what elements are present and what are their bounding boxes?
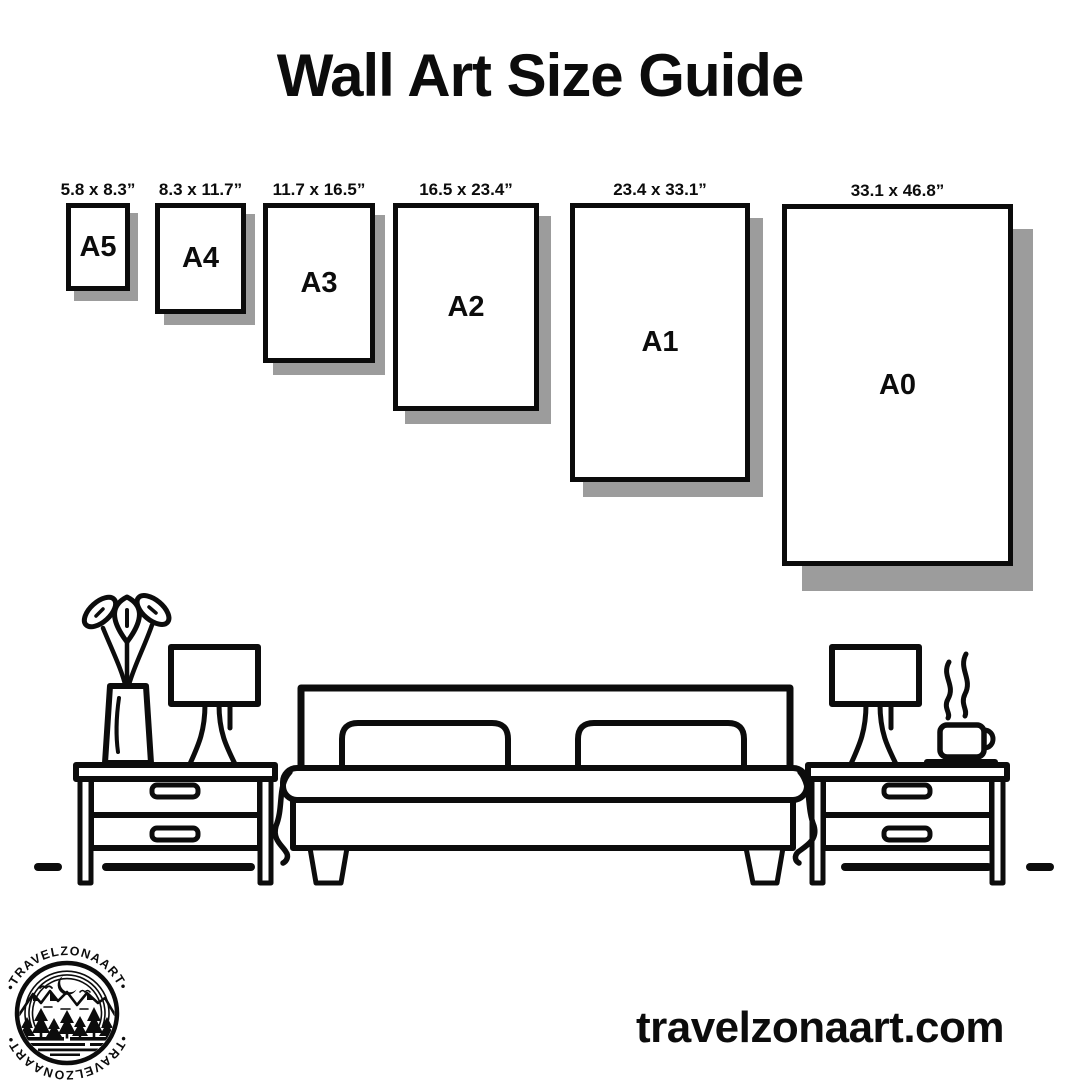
bedroom-scene-illustration	[0, 590, 1080, 900]
nightstand-right-top	[808, 765, 1007, 779]
table-lamp-left-icon	[171, 647, 258, 766]
drawer-handle	[152, 785, 198, 797]
frame-a5	[60, 180, 136, 291]
website-url: travelzonaart.com	[635, 1003, 1005, 1052]
frame-a2	[393, 180, 539, 411]
table-lamp-right-icon	[832, 647, 919, 766]
bed-leg-right	[746, 848, 783, 883]
page-title: Wall Art Size Guide	[276, 42, 804, 109]
frame-a0	[782, 181, 1013, 566]
pillow-left	[342, 723, 508, 772]
plant-vase-icon	[79, 590, 174, 763]
frame-a2-label: A2	[447, 290, 485, 323]
nightstand-left-top	[76, 765, 275, 779]
frame-a5-dimensions: 5.8 x 8.3”	[60, 180, 136, 199]
frame-a0-label: A0	[878, 368, 917, 401]
frame-a1	[570, 180, 750, 482]
frame-a4	[155, 180, 246, 314]
pillow-right	[578, 723, 744, 772]
logo-badge	[0, 920, 150, 1080]
logo-text-bottom: •TRAVELZONAART•	[3, 1033, 131, 1080]
frame-a4-label: A4	[181, 242, 220, 274]
drawer-handle	[884, 785, 930, 797]
drawer-handle	[152, 828, 198, 840]
frame-a4-dimensions: 8.3 x 11.7”	[158, 180, 243, 199]
frame-a3-label: A3	[300, 266, 338, 299]
coffee-cup-icon	[927, 654, 995, 762]
frame-a2-dimensions: 16.5 x 23.4”	[419, 180, 513, 199]
drawer-handle	[884, 828, 930, 840]
frame-a0-dimensions: 33.1 x 46.8”	[850, 181, 945, 200]
logo-text-top: •TRAVELZONAART•	[3, 943, 131, 993]
bed-icon	[283, 688, 807, 883]
frame-a1-label: A1	[641, 326, 679, 358]
frame-a3	[263, 180, 375, 363]
frame-a3-dimensions: 11.7 x 16.5”	[272, 180, 366, 199]
frame-a5-label: A5	[79, 230, 117, 263]
bed-leg-left	[310, 848, 347, 883]
frame-a1-dimensions: 23.4 x 33.1”	[613, 180, 707, 199]
